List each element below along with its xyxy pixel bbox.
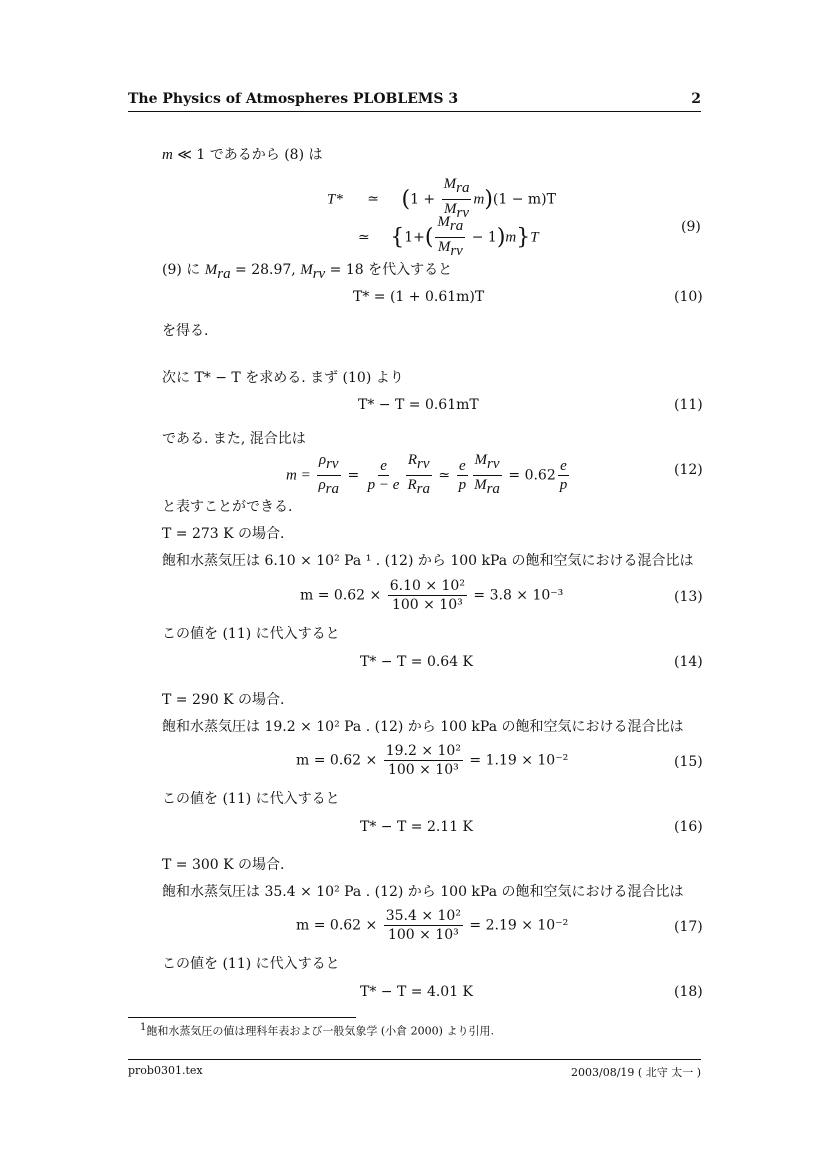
equation-number-13: (13) [674,589,703,605]
case-300-subst: この値を (11) に代入すると [162,956,340,972]
equation-number-17: (17) [674,919,703,935]
frac-e-p-2: $\frac{e}{p}$ [559,457,568,493]
case-290-title: T = 290 K の場合. [162,692,285,708]
intro-line: m ≪ 1 であるから (8) は [162,147,323,163]
case-273-title: T = 273 K の場合. [162,526,285,542]
frac-e-pe: $\frac{e}{p - e}$ [367,457,400,493]
footer-date-author: 2003/08/19 ( 北守 太一 ) [571,1066,701,1079]
equation-number-18: (18) [674,984,703,1000]
footer-rule [128,1059,701,1060]
equation-number-11: (11) [674,397,703,413]
case-300-vapor: 飽和水蒸気圧は 35.4 × 10² Pa . (12) から 100 kPa の飽和空気における混合比は [162,884,684,900]
frac-e-p: $\frac{e}{p}$ [458,457,467,493]
equation-9-line1: T* ≃ (1 + $\frac{M_{ra}}{M_{rv}}$ m)(1 − m)T [327,176,556,221]
equation-14: T* − T = 0.64 K [360,654,474,670]
expressible-text: と表すことができる. [162,499,293,515]
footnote-text: 飽和水蒸気圧の値は理科年表および一般気象学 (小倉 2000) より引用. [146,1024,494,1038]
equation-number-12: (12) [674,462,703,478]
frac-r: $\frac{R_{rv}}{R_{ra}}$ [407,452,430,497]
equation-number-9: (9) [681,219,701,235]
equation-16: T* − T = 2.11 K [360,819,474,835]
footnote-mark: 1 [140,1022,147,1033]
substitution-line: (9) に $M_{ra} = 28.97$, $M_{rv} = 18$ を代入すると [162,262,453,282]
equation-15: m = 0.62 × $\frac{\text{19.2 × 10²}}{\text{100 × 10³}}$ = 1.19 × 10⁻² [296,743,569,778]
next-step-text: 次に T* − T を求める. まず (10) より [162,370,404,386]
page-number: 2 [691,91,701,107]
frac-rho: $\frac{\rho_{rv}}{\rho_{ra}}$ [318,452,340,497]
equation-17: m = 0.62 × $\frac{\text{35.4 × 10²}}{\text{100 × 10³}}$ = 2.19 × 10⁻² [296,908,569,943]
result-text: を得る. [162,323,209,339]
equation-12: m = $\frac{\rho_{rv}}{\rho_{ra}}$ = $\frac{e}{p - e}$ $\frac{R_{rv}}{R_{ra}}$ ≃ $\frac{e}{p}$ $\frac{M_{rv}}{M_{ra}}$ = 0.62 $\frac{e}{p}$ [286,452,568,497]
case-273-subst: この値を (11) に代入すると [162,626,340,642]
equation-number-14: (14) [674,654,703,670]
header-rule [128,111,701,112]
footer-filename: prob0301.tex [128,1064,203,1077]
mixing-ratio-intro: である. また, 混合比は [162,431,306,447]
case-290-subst: この値を (11) に代入すると [162,791,340,807]
case-290-vapor: 飽和水蒸気圧は 19.2 × 10² Pa . (12) から 100 kPa の飽和空気における混合比は [162,719,684,735]
case-273-vapor: 飽和水蒸気圧は 6.10 × 10² Pa ¹ . (12) から 100 kPa の飽和空気における混合比は [162,553,694,569]
page-header [128,91,701,107]
frac-m: $\frac{M_{rv}}{M_{ra}}$ [474,452,500,497]
footnote [140,1022,494,1039]
footnote-rule [128,1017,356,1018]
header-title: The Physics of Atmospheres PLOBLEMS 3 [128,91,459,107]
equation-18: T* − T = 4.01 K [360,984,474,1000]
equation-number-16: (16) [674,819,703,835]
equation-9-line2: ≃ {1+( $\frac{M_{ra}}{M_{rv}}$ − 1)m}T [358,214,539,259]
equation-13: m = 0.62 × $\frac{\text{6.10 × 10²}}{\text{100 × 10³}}$ = 3.8 × 10⁻³ [300,578,564,613]
case-300-title: T = 300 K の場合. [162,857,285,873]
equation-11: T* − T = 0.61mT [358,397,479,413]
equation-number-15: (15) [674,754,703,770]
equation-number-10: (10) [674,289,703,305]
frac-mra-mrv: $\frac{M_{ra}}{M_{rv}}$ [443,176,470,221]
equation-10: T* = (1 + 0.61m)T [353,289,485,305]
